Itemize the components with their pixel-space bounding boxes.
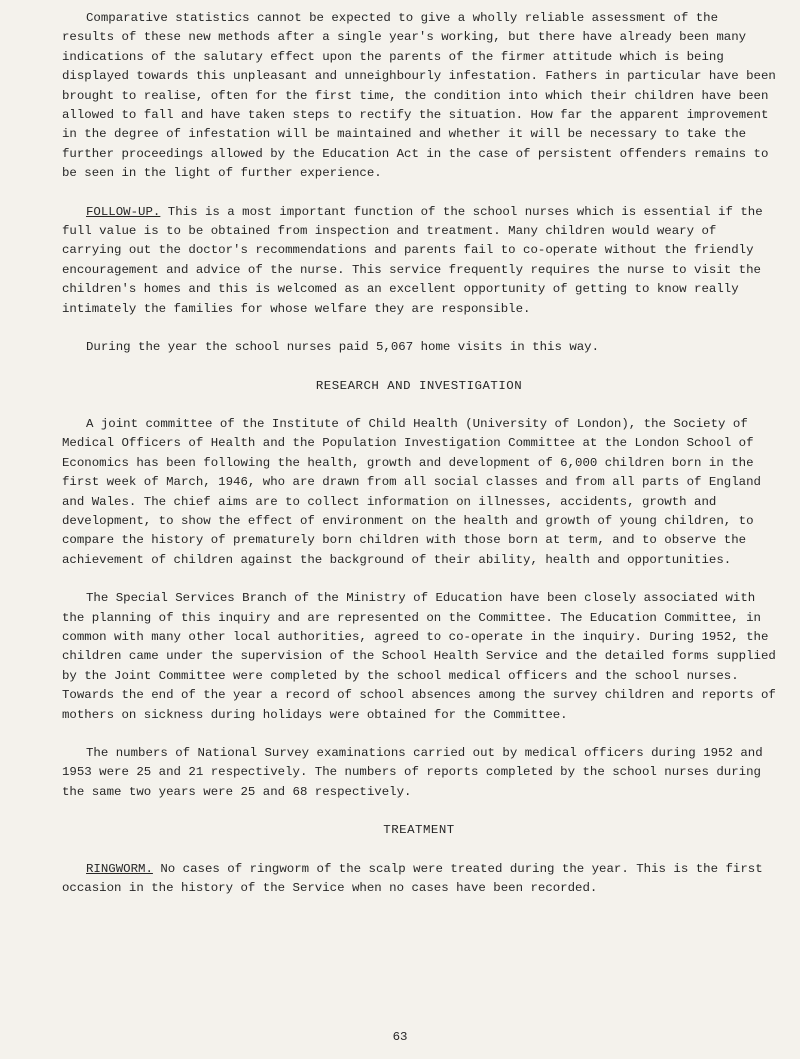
paragraph-ringworm	[62, 860, 776, 899]
follow-up-subheading: FOLLOW-UP.	[86, 204, 161, 219]
ringworm-subheading: RINGWORM.	[86, 861, 153, 876]
paragraph-joint-committee: A joint committee of the Institute of Child Health (University of London), the Society of Medical Officers of Health and the Population Investigation Committee at the London School of Economics has been following the health, growth and development of 6,000 children born in the first week of March, 1946, who are drawn from all social classes and from all parts of England and Wales. The chief aims are to collect information on illnesses, accidents, growth and development, to show the effect of environment on the health and growth of young children, to compare the history of prematurely born children with those born at term, and to observe the achievement of children against the background of their ability, health and opportunities.	[62, 416, 761, 567]
treatment-heading: TREATMENT	[383, 823, 455, 838]
paragraph-follow-up	[62, 203, 776, 319]
document-page	[62, 9, 776, 917]
follow-up-text: This is a most important function of the school nurses which is essential if the full value is to be obtained from inspection and treatment. Many children would weary of carrying out the doctor's recommendations and parents fail to co-operate without the friendly encouragement and advice of the nurse. This service frequently requires the nurse to visit the children's homes and this is welcomed as an excellent opportunity of getting to know really intimately the families for whose welfare they are responsible.	[62, 204, 763, 316]
paragraph-special-services: The Special Services Branch of the Ministry of Education have been closely associated with the planning of this inquiry and are represented on the Committee. The Education Committee, in common with many other local authorities, agreed to co-operate in the inquiry. During 1952, the children came under the supervision of the School Health Service and the detailed forms supplied by the Joint Committee were completed by the school medical officers and the school nurses. Towards the end of the year a record of school absences among the survey children and reports of mothers on sickness during holidays were obtained for the Committee.	[62, 591, 776, 722]
ringworm-text: No cases of ringworm of the scalp were treated during the year. This is the first occasion in the history of the Service when no cases have been recorded.	[62, 861, 763, 896]
paragraph-infestation-statistics: Comparative statistics cannot be expected to give a wholly reliable assessment of the results of these new methods after a single year's working, but there have already been many indications of the salutary effect upon the parents of the firmer attitude which is being displayed towards this unpleasant and unneighbourly infestation. Fathers in particular have been brought to realise, often for the first time, the condition into which their children have been allowed to fall and have taken steps to rectify the situation. How far the apparent improvement in the degree of infestation will be maintained and whether it will be necessary to take the further proceedings allowed by the Education Act in the case of persistent offenders remains to be seen in the light of further experience.	[62, 11, 776, 181]
paragraph-home-visits: During the year the school nurses paid 5,067 home visits in this way.	[86, 340, 600, 355]
paragraph-survey-numbers: The numbers of National Survey examinations carried out by medical officers during 1952 and 1953 were 25 and 21 respectively. The numbers of reports completed by the school nurses during the same two years were 25 and 68 respectively.	[62, 746, 763, 799]
page-number: 63	[392, 1030, 408, 1044]
research-heading: RESEARCH AND INVESTIGATION	[315, 378, 523, 393]
